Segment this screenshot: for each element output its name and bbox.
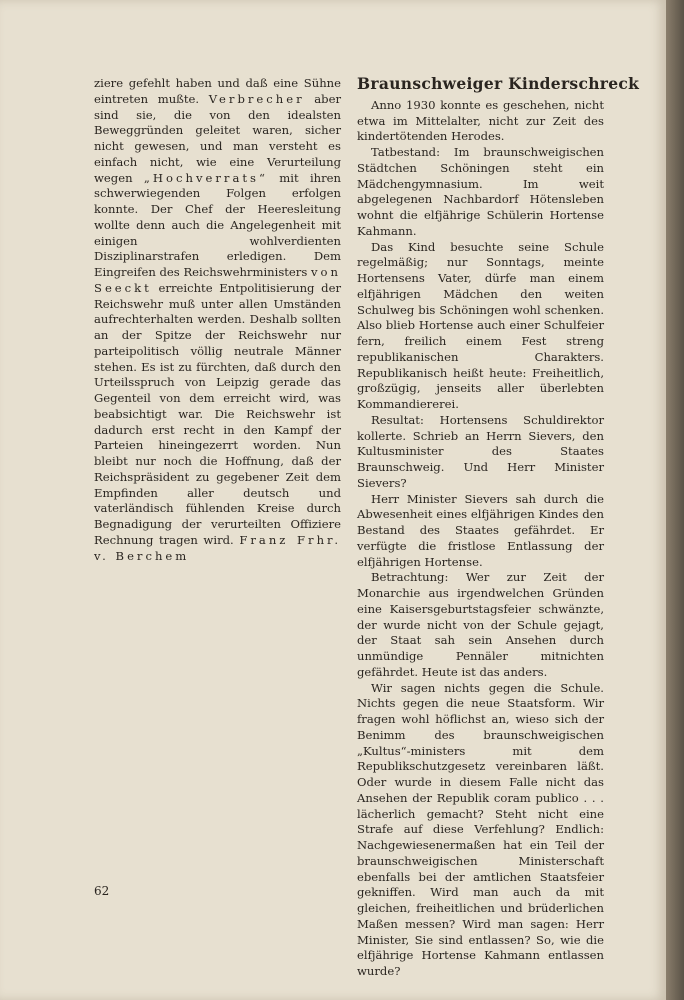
paragraph: Anno 1930 konnte es geschehen, nicht etwa im Mittelalter, nicht zur Zeit des kindertötenden Herodes. [357,97,604,144]
text-run: ziere gefehlt haben und daß eine Sühne eintreten mußte. [94,76,341,106]
emphasis-text: „Hochverrats“ [143,170,268,185]
right-column [357,74,640,980]
author-signature: Franz Frhr. v. Berchem [94,532,342,563]
text-run: mit ihren schwerwiegenden Folgen erfolgen konnte. [94,170,341,216]
emphasis-text: von Seeckt [94,265,341,295]
text-run: Der Chef der Heeresleitung wollte denn auch die Angelegenheit mit einigen wohlverdienten Disziplinarstrafen erledigen. Dem Eingreifen des Reichswehrministers [94,202,342,279]
text-run: aber sind sie, die von den idealsten Beweggründen geleitet waren, sicher nicht gewesen, und man versteht es einfach nicht, wie eine Verurteilung wegen [94,91,341,185]
article-headline: Braunschweiger Kinderschreck [357,74,640,93]
paragraph: Wir sagen nichts gegen die Schule. Nichts gegen die neue Staatsform. Wir fragen wohl höflichst an, wieso sich der Benimm des braunschweigischen „Kultus“-ministers mit dem Republikschutzgesetz vereinbaren läßt. Oder wurde in diesem Falle nicht das Ansehen der Republik coram publico . . . lächerlich gemacht? Steht nicht eine Strafe auf diese Verfehlung? Endlich: Nachgewiesenermaßen hat ein Teil der braunschweigischen Ministerschaft ebenfalls bei der amtlichen Staatsfeier gekniffen. Wird man auch da mit gleichen, freiheitlichen und brüderlichen Maßen messen? Wird man sagen: Herr Minister, Sie sind entlassen? So, wie die elfjährige Hortense Kahmann entlassen wurde? [357,680,604,978]
page-number: 62 [94,884,110,898]
left-column [94,76,341,564]
emphasis-text: Verbrecher [208,91,305,106]
paragraph: Das Kind besuchte seine Schule regelmäßig; nur Sonntags, meinte Hortensens Vater, dürfe man einem elfjährigen Mädchen den weiten Schulweg bis Schöningen wohl schenken. Also blieb Hortense auch einer Schulfeier fern, freilich einem Fest streng republikanischen Charakters. Republikanisch heißt heute: Freiheitlich, großzügig, jenseits aller überlebten Kommandiererei. [357,239,604,411]
paragraph [94,76,341,564]
paragraph: Tatbestand: Im braunschweigischen Städtchen Schöningen steht ein Mädchengymnasium. Im weit abgelegenen Nachbardorf Hötensleben wohnt die elfjährige Schülerin Hortense Kahmann. [357,145,604,238]
text-run: erreichte Entpolitisierung der Reichswehr muß unter allen Umständen aufrechterhalten werden. Deshalb sollten an der Spitze der Reichswehr nur parteipolitisch völlig neutrale Männer stehen. Es ist zu fürchten, daß durch den Urteilsspruch von Leipzig gerade das Gegenteil von dem erreicht wird, was beabsichtigt war. Die Reichswehr ist dadurch erst recht in den Kampf der Parteien hineingezerrt worden. Nun bleibt nur noch die Hoffnung, daß der Reichspräsident zu gegebener Zeit dem Empfinden aller deutsch und vaterländisch fühlenden Kreise durch Begnadigung der verurteilten Offiziere Rechnung tragen wird. [94,280,341,547]
paragraph: Resultat: Hortensens Schuldirektor kollerte. Schrieb an Herrn Sievers, den Kultusminister des Staates Braunschweig. Und Herr Minister Sievers? [357,412,604,490]
page-edge [666,0,684,1000]
paragraph: Herr Minister Sievers sah durch die Abwesenheit eines elfjährigen Kindes den Bestand des Staates gefährdet. Er verfügte die fristlose Entlassung der elfjährigen Hortense. [357,491,604,569]
paragraph: Betrachtung: Wer zur Zeit der Monarchie aus irgendwelchen Gründen eine Kaisersgeburtstagsfeier schwänzte, der wurde nicht von der Schule gejagt, der Staat sah sein Ansehen durch unmündige Pennäler mitnichten gefährdet. Heute ist das anders. [357,570,604,679]
